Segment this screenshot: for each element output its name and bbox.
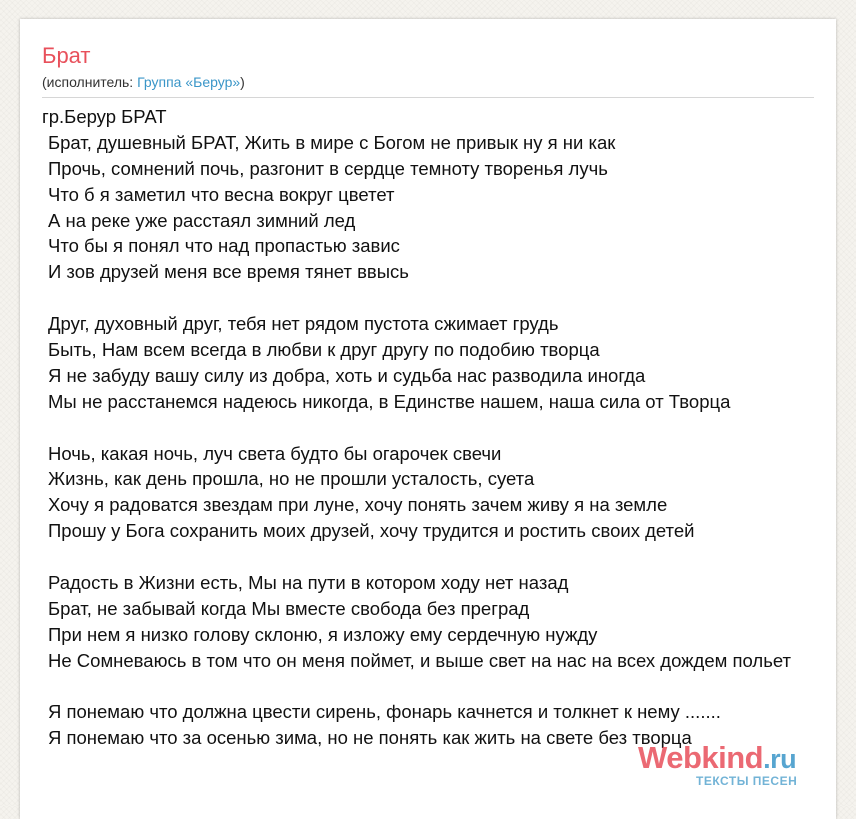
lyric-line: Не Сомневаюсь в том что он меня поймет, и выше свет на нас на всех дождем польет [48,649,791,671]
lyric-line: Быть, Нам всем всегда в любви к друг другу по подобию творца [48,339,600,361]
lyric-line: Брат, не забывай когда Мы вместе свобода без преград [48,597,530,619]
artist-suffix: ) [240,74,245,90]
lyric-line: Я понемаю что за осенью зима, но не понять как жить на свете без творца [48,727,692,749]
lyric-line: Брат, душевный БРАТ, Жить в мире с Богом не привык ну я ни как [48,131,616,153]
lyric-line: Радость в Жизни есть, Мы на пути в котором ходу нет назад [48,572,569,594]
lyric-line: Я понемаю что должна цвести сирень, фонарь качнется и толкнет к нему ....... [48,701,721,723]
watermark-tld: .ru [763,744,797,774]
lyric-line: Что бы я понял что над пропастью завис [48,235,400,257]
watermark-tagline: ТЕКСТЫ ПЕСЕН [696,774,798,788]
lyric-line: Хочу я радоватся звездам при луне, хочу понять зачем живу я на земле [48,494,668,516]
artist-prefix: (исполнитель: [42,74,138,90]
lyric-line: При нем я низко голову склоню, я изложу ему сердечную нужду [48,623,598,645]
lyric-line: Ночь, какая ночь, луч света будто бы огарочек свечи [48,442,502,464]
lyric-line [42,415,856,441]
lyric-line [42,674,856,700]
lyric-line: Друг, духовный друг, тебя нет рядом пустота сжимает грудь [48,313,559,335]
divider [42,97,814,98]
lyric-line: А на реке уже расстаял зимний лед [48,209,356,231]
watermark-logo [638,740,796,777]
lyric-line: Прошу у Бога сохранить моих друзей, хочу трудится и ростить своих детей [48,520,695,542]
lyric-line: Жизнь, как день прошла, но не прошли усталость, суета [48,468,535,490]
lyric-line: Прочь, сомнений почь, разгонит в сердце темноту творенья лучь [48,157,608,179]
lyric-line: И зов друзей меня все время тянет ввысь [48,261,409,283]
lyrics-body [42,104,856,751]
lyric-line [42,285,856,311]
lyric-line: Я не забуду вашу силу из добра, хоть и судьба нас разводила иногда [48,364,646,386]
lyric-line: Что б я заметил что весна вокруг цветет [48,183,395,205]
artist-line [42,73,245,91]
site-watermark [638,740,838,790]
song-title: Брат [42,43,91,68]
lyric-line [42,544,856,570]
lyric-line: гр.Берур БРАТ [42,106,167,127]
watermark-brand: Webkind [638,740,764,775]
artist-link[interactable]: Группа «Берур» [137,74,241,90]
lyric-line: Мы не расстанемся надеюсь никогда, в Единстве нашем, наша сила от Творца [48,390,731,412]
